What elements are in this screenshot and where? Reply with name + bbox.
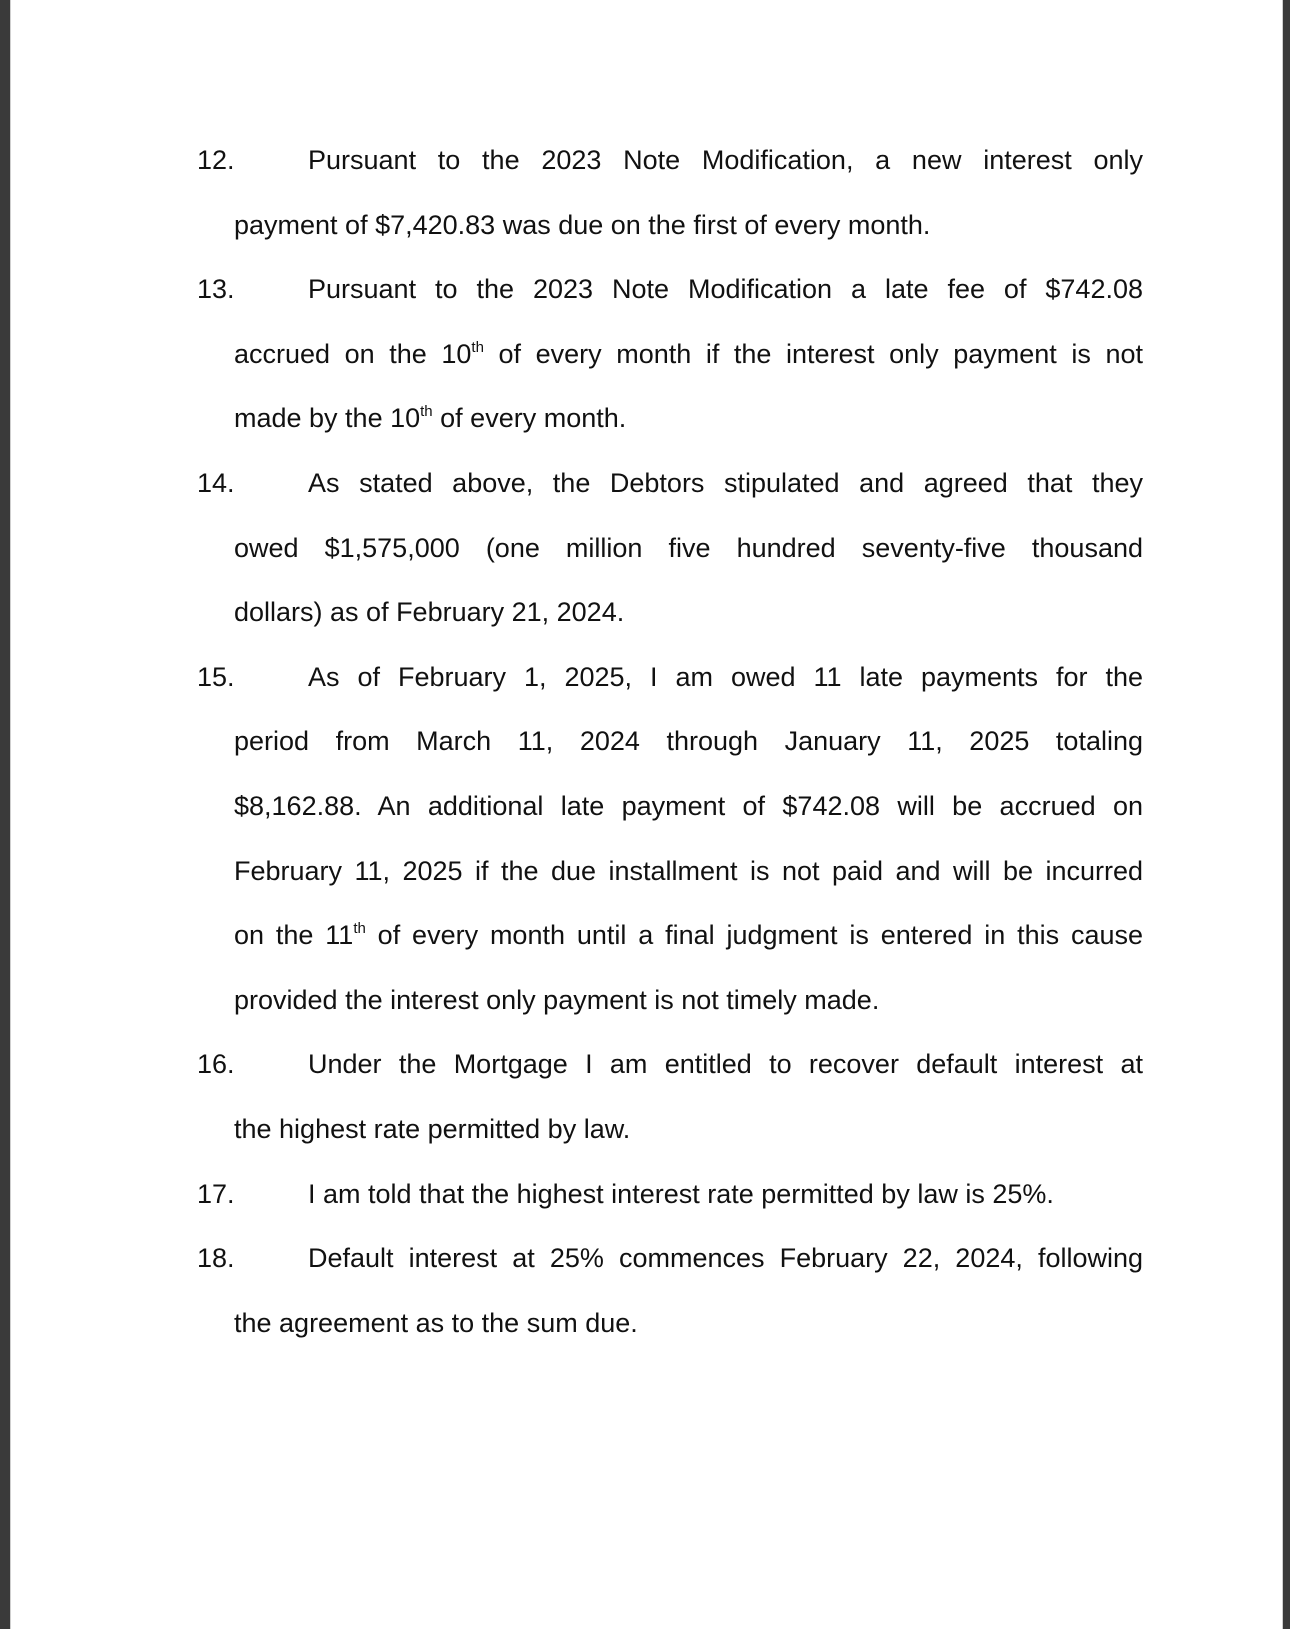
paragraph-first-line: As stated above, the Debtors stipulated and agreed that they (308, 468, 1143, 498)
paragraph-continuation-line: payment of $7,420.83 was due on the first of every month. (234, 209, 931, 240)
paragraph-line (11, 592, 1284, 632)
ordinal-superscript: th (420, 403, 433, 421)
paragraph-line (11, 140, 1284, 180)
paragraph-first-line: Pursuant to the 2023 Note Modification a late fee of $742.08 (308, 274, 1143, 305)
paragraph-line (11, 915, 1284, 955)
paragraph-line (11, 1044, 1284, 1084)
paragraph-first-line: Default interest at 25% commences February 22, 2024, following (308, 1243, 1143, 1274)
paragraph-number: 13. (197, 274, 235, 305)
ordinal-superscript: th (471, 338, 484, 356)
document-page (10, 0, 1283, 1629)
paragraph-first-line: As of February 1, 2025, I am owed 11 late payments for the (308, 661, 1143, 692)
text-segment: of every month if the interest only payment is not (483, 338, 1143, 369)
paragraph-number: 15. (197, 661, 235, 692)
paragraph-line (11, 721, 1284, 761)
paragraph-first-line: I am told that the highest interest rate permitted by law is 25%. (308, 1178, 1054, 1209)
text-segment: on the 11 (234, 920, 354, 951)
ordinal-superscript: th (353, 920, 366, 938)
paragraph-line (11, 1109, 1284, 1149)
paragraph-line (11, 269, 1284, 309)
paragraph-continuation-line: period from March 11, 2024 through January 11, 2025 totaling (234, 726, 1143, 757)
paragraph-first-line: Under the Mortgage I am entitled to recover default interest at (308, 1049, 1143, 1080)
text-segment: of every month until a final judgment is entered in this cause (365, 920, 1143, 951)
paragraph-line (11, 980, 1284, 1020)
right-edge-shadow (1283, 0, 1290, 1629)
paragraph-number: 12. (197, 145, 235, 175)
left-edge-shadow (0, 0, 10, 1629)
paragraph-line (11, 528, 1284, 568)
paragraph-line (11, 786, 1284, 826)
paragraph-line (11, 657, 1284, 697)
text-segment: accrued on the 10 (234, 338, 472, 369)
paragraph-number: 14. (197, 468, 235, 498)
text-segment: of every month. (432, 403, 627, 434)
paragraph-continuation-line: owed $1,575,000 (one million five hundred seventy-five thousand (234, 532, 1143, 563)
paragraph-continuation-line (234, 915, 1143, 955)
paragraph-continuation-line (234, 398, 1143, 438)
paragraph-number: 18. (197, 1243, 235, 1274)
paragraph-line (11, 334, 1284, 374)
paragraph-line (11, 205, 1284, 245)
paragraph-continuation-line: dollars) as of February 21, 2024. (234, 597, 625, 628)
paragraph-continuation-line: February 11, 2025 if the due installment is not paid and will be incurred (234, 855, 1143, 886)
paragraph-number: 16. (197, 1049, 235, 1080)
paragraph-number: 17. (197, 1178, 235, 1209)
paragraph-continuation-line: the agreement as to the sum due. (234, 1307, 638, 1338)
paragraph-continuation-line: $8,162.88. An additional late payment of $742.08 will be accrued on (234, 791, 1143, 821)
paragraph-first-line: Pursuant to the 2023 Note Modification, a new interest only (308, 145, 1143, 175)
paragraph-line (11, 463, 1284, 503)
paragraph-line (11, 398, 1284, 438)
paragraph-continuation-line: the highest rate permitted by law. (234, 1114, 631, 1144)
paragraph-continuation-line (234, 334, 1143, 374)
text-segment: made by the 10 (234, 403, 421, 434)
paragraph-line (11, 851, 1284, 891)
paragraph-line (11, 1174, 1284, 1214)
paragraph-continuation-line: provided the interest only payment is not timely made. (234, 984, 880, 1015)
paragraph-line (11, 1303, 1284, 1343)
paragraph-line (11, 1238, 1284, 1278)
